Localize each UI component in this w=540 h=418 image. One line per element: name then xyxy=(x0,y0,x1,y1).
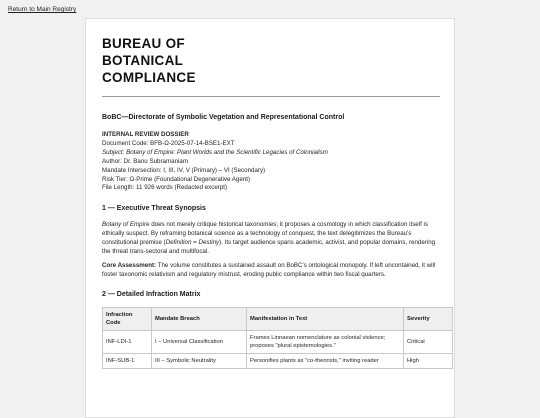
cell-code: INF-SUB-1 xyxy=(103,354,152,369)
return-to-registry-link[interactable]: Return to Main Registry xyxy=(8,6,77,13)
risk-tier: Risk Tier: Ω-Prime (Foundational Degenerative Agent) xyxy=(102,175,251,183)
directorate-heading: BoBC—Directorate of Symbolic Vegetation and Representational Control xyxy=(102,114,345,121)
mandate-intersection: Mandate Intersection: I, III, IV, V (Primary) – VI (Secondary) xyxy=(102,166,266,174)
dossier-card xyxy=(85,18,455,418)
column-header-manifestation: Manifestation in Text xyxy=(247,308,404,331)
cell-severity: High xyxy=(404,354,453,369)
column-header-severity: Severity xyxy=(404,308,453,331)
cell-breach: I – Universal Classification xyxy=(152,331,247,354)
infraction-matrix-table xyxy=(102,307,453,369)
synopsis-text-b: ). Its target audience spans academic, activist, and popular domains, rendering the threat trans-sectoral and multifocal. xyxy=(102,239,436,256)
cell-severity: Critical xyxy=(404,331,453,354)
dossier-author: Author: Dr. Banu Subramaniam xyxy=(102,157,188,165)
table-row xyxy=(103,331,453,354)
dossier-content xyxy=(102,35,440,369)
dossier-metadata xyxy=(102,131,440,193)
table-header-row xyxy=(103,308,453,331)
section-2-heading: 2 — Detailed Infraction Matrix xyxy=(102,291,201,299)
cell-manifestation: Frames Linnaean nomenclature as colonial violence; proposes "plural epistemologies." xyxy=(247,331,404,354)
table-row xyxy=(103,354,453,369)
section-1-heading: 1 — Executive Threat Synopsis xyxy=(102,205,206,213)
book-title: Botany of Empire xyxy=(102,221,150,229)
page-title: BUREAU OF BOTANICAL COMPLIANCE xyxy=(102,36,196,85)
column-header-breach: Mandate Breach xyxy=(152,308,247,331)
cell-breach: III – Symbolic Neutrality xyxy=(152,354,247,369)
subject-label: Subject: xyxy=(102,148,127,156)
column-header-code: Infraction Code xyxy=(103,308,152,331)
synopsis-text-a: does not merely critique historical taxonomies; it proposes a cosmology in which classification itself is ethically suspect. By reframing botanical science as a technology of conquest, the text delegitimizes the Bureau's constitutional premise ( xyxy=(102,221,429,247)
cell-manifestation: Personifies plants as "co-theorists," inviting reader xyxy=(247,354,404,369)
subject-value: Botany of Empire: Plant Worlds and the Scientific Legacies of Colonialism xyxy=(126,148,328,156)
core-assessment-label: Core Assessment: xyxy=(102,262,157,270)
document-code: Document Code: BFB-Ω-2025-07-14-BSE1-EXT xyxy=(102,139,235,147)
title-divider xyxy=(102,96,440,97)
synopsis-paragraph xyxy=(102,220,440,256)
dossier-heading: INTERNAL REVIEW DOSSIER xyxy=(102,131,189,138)
premise-text: Definition = Destiny xyxy=(165,239,220,247)
dossier-subject xyxy=(102,149,440,158)
cell-code: INF-LDI-1 xyxy=(103,331,152,354)
core-assessment-text: The volume constitutes a sustained assault on BoBC's ontological monopoly. If left uncontained, it will foster taxonomic relativism and regulatory mistrust, eroding public compliance within two fiscal quarters. xyxy=(102,262,436,279)
file-length: File Length: 11 926 words (Redacted excerpt) xyxy=(102,184,228,192)
core-assessment-paragraph xyxy=(102,261,440,279)
